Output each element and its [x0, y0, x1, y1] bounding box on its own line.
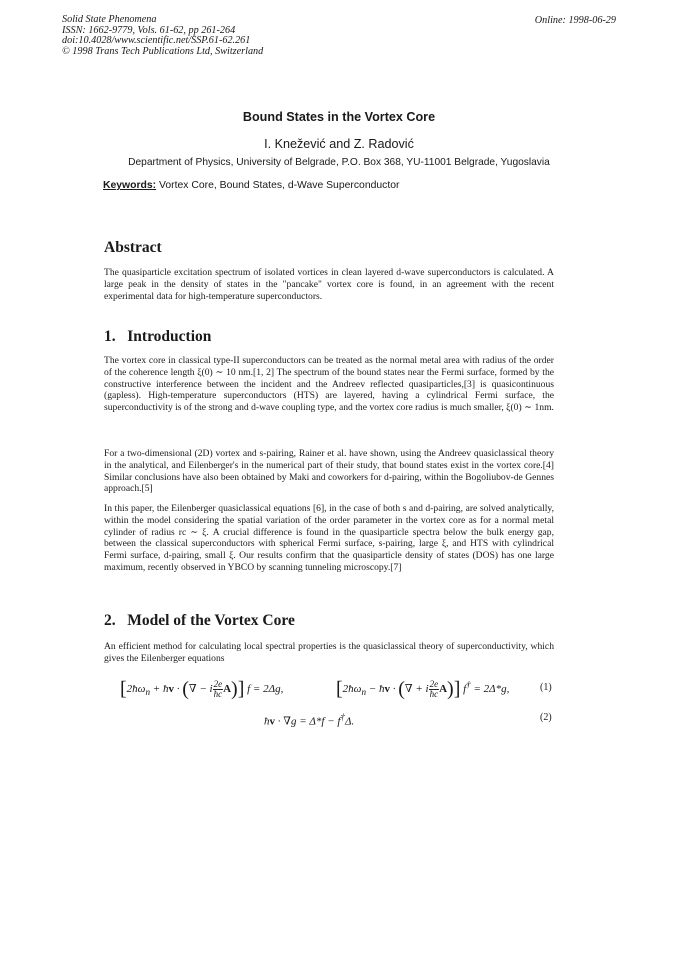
publication-info — [62, 15, 263, 57]
doi-line: doi:10.4028/www.scientific.net/SSP.61-62.261 — [62, 35, 251, 47]
equation-1-right: [$2ħ\omega_n$ − ħv · (∇ + i $\frac{2e}{ħc}$ A)] f† = 2Δ*g, — [336, 678, 510, 700]
copyright-line: © 1998 Trans Tech Publications Ltd, Switzerland — [62, 45, 264, 57]
abstract-heading: Abstract — [104, 239, 162, 256]
issn-line: ISSN: 1662-9779, Vols. 61-62, pp 261-264 — [62, 24, 236, 36]
introduction-paragraph-2: For a two-dimensional (2D) vortex and s-pairing, Rainer et al. have shown, using the Andreev quasiclassical theory in the analytical, and Eilenberger's in the numerical part of their study, that bound states exist in the vortex core.[4] Similar conclusions have also been obtained by Maki and coworkers for d-pairing, within the Bogoliubov-de Gennes approach.[5] — [104, 448, 554, 495]
introduction-paragraph-3: In this paper, the Eilenberger quasiclassical equations [6], in the case of both s and d-pairing, are solved analytically, within the model considering the spatial variation of the order parameter in the vortex core as for a normal metal cylinder of radius rc ∼ ξ. A crucial difference is found in the quasiparticle spectra below the bulk energy gap, between the classical superconductors with spherical Fermi surface, s-pairing, large ξ, and HTS with cylindrical Fermi surface, d-pairing, small ξ. Our results confirm that the quasiparticle density of states (DOS) has one large maximum, recently observed in YBCO by scanning tunneling microscopy.[7] — [104, 503, 554, 573]
keywords-label: Keywords: — [103, 180, 157, 191]
affiliation: Department of Physics, University of Belgrade, P.O. Box 368, YU-11001 Belgrade, Yugoslavia — [128, 157, 550, 168]
model-paragraph-1: An efficient method for calculating local spectral properties is the quasiclassical theory of superconductivity, which gives the Eilenberger equations — [104, 641, 554, 664]
equation-2: ħv · ∇g = Δ*f − f†Δ. — [264, 712, 355, 728]
journal-name: Solid State Phenomena — [62, 14, 157, 25]
paper-title: Bound States in the Vortex Core — [242, 110, 436, 124]
keywords-text: Vortex Core, Bound States, d-Wave Superconductor — [159, 180, 400, 191]
online-date: Online: 1998-06-29 — [534, 15, 616, 26]
abstract-text: The quasiparticle excitation spectrum of isolated vortices in clean layered d-wave superconductors is calculated. A large peak in the density of states in the "pancake" vortex core is found, in an agreement with the recent experimental data for high-temperature superconductors. — [104, 267, 554, 302]
model-heading: 2. Model of the Vortex Core — [104, 612, 295, 629]
introduction-paragraph-1: The vortex core in classical type-II superconductors can be treated as the normal metal area with radius of the order of the coherence length ξ(0) ∼ 10 nm.[1, 2] The spectrum of the bound states near the Fermi surface, formed by the constructive interference between the incident and the Andreev reflected quasiparticles,[3] is quasicontinuous (gapless). High-temperature superconductors (HTS) are layered, having a cylindrical Fermi surface, the superconductivity is of the strong and d-wave coupling type, and the vortex core radius is much smaller, ξ(0) ∼ 1nm. — [104, 355, 554, 414]
equation-1-number: (1) — [540, 682, 552, 693]
introduction-heading: 1. Introduction — [104, 328, 212, 345]
keywords-line — [103, 180, 399, 191]
equation-2-number: (2) — [540, 712, 552, 723]
equation-1-left: [$2ħ\omega_n$ + ħv · (∇ − i $\frac{2e}{ħc}$ A)] f = 2Δg, — [120, 678, 284, 700]
author-list: I. Knežević and Z. Radović — [264, 137, 414, 151]
